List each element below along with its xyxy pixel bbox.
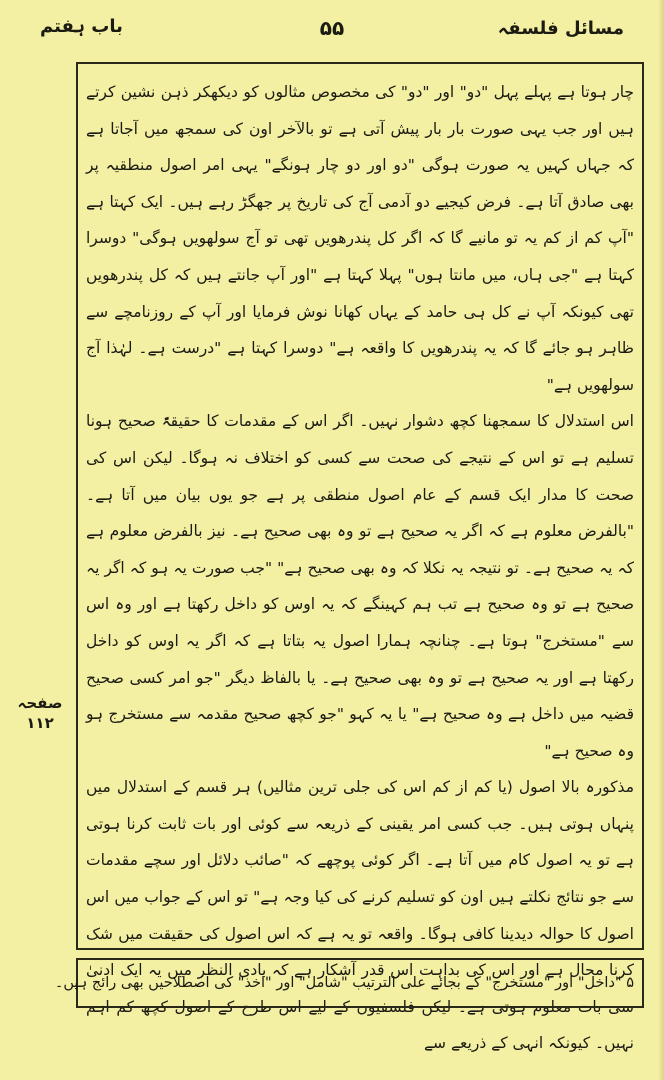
page-number: ۵۵ — [319, 16, 345, 40]
book-title: مسائل فلسفہ — [497, 18, 624, 39]
page-edge-shadow — [658, 0, 664, 1080]
paragraph-3: مذکورہ بالا اصول (یا کم از کم اس کی جلی ترین مثالیں) ہر قسم کے استدلال میں پنہاں ہوتی ہیں۔ جب کسی امر یقینی کے ذریعہ سے کوئی اور بات ثابت کرنا ہوتی ہے تو یہ اصول کام میں آتا ہے۔ اگر کوئی پوچھے کہ "صائب دلائل اور سچے مقدمات سے جو نتائج نکلتے ہیں اون کو تسلیم کرنے کی کیا وجہ ہے" تو اس کے جواب میں اس اصول کا حوالہ دیدینا کافی ہوگا۔ واقعہ تو یہ ہے کہ اس اصول کی حقیقت میں شک کرنا محال ہے اور اس کی بداہت اس قدر آشکار ہے کہ بادی النظر میں یہ ایک ادنیٰ سی بات معلوم ہوتی ہے۔ لیکن فلسفیوں کے لیے اس طرح کے اصول کچھ کم اہم نہیں۔ کیونکہ انہی کے ذریعے سے — [86, 778, 634, 1053]
paragraph-1: چار ہوتا ہے پہلے پہل "دو" اور "دو" کی مخصوص مثالوں کو دیکھکر ذہن نشین کرتے ہیں اور جب یہی صورت بار بار پیش آتی ہے تو بالآخر اون کی سمجھ میں آجاتا ہے کہ جہاں کہیں یہ صورت ہوگی "دو اور دو چار ہونگے" یہی امر اصول منطقیہ پر بھی صادق آتا ہے۔ فرض کیجیے دو آدمی آج کی تاریخ پر جھگڑ رہے ہیں۔ ایک کہتا ہے "آپ کم از کم یہ تو مانیے گا کہ اگر کل پندرھویں تھی تو آج سولھویں ہوگی" دوسرا کہتا ہے "جی ہاں، میں مانتا ہوں" پہلا کہتا ہے "اور آپ جانتے ہیں کہ کل پندرھویں تھی کیونکہ آپ نے کل ہی حامد کے یہاں کھانا نوش فرمایا اور آپ کے روزنامچے سے ظاہر ہو جائے گا کہ یہ پندرھویں کا واقعہ ہے" دوسرا کہتا ہے "درست ہے۔ لہٰذا آج سولھویں ہے" — [86, 83, 634, 394]
footnote-frame — [54, 958, 644, 1008]
margin-page-reference: صفحہ ۱۱۲ — [17, 694, 63, 732]
paragraph-2: اس استدلال کا سمجھنا کچھ دشوار نہیں۔ اگر اس کے مقدمات کا حقیقۃً صحیح ہونا تسلیم ہے تو اس کے نتیجے کی صحت سے کسی کو اختلاف نہ ہوگا۔ لیکن اس کی صحت کا مدار ایک قسم کے عام اصول منطقی پر ہے جو یوں بیان میں آتا ہے۔ "بالفرض معلوم ہے کہ اگر یہ صحیح ہے تو وہ بھی صحیح ہے۔ نیز بالفرض معلوم ہے کہ یہ صحیح ہے۔ تو نتیجہ یہ نکلا کہ وہ بھی صحیح ہے" "جب صورت یہ ہو کہ اگر یہ صحیح ہے تو وہ صحیح ہے تب ہم کہینگے کہ یہ اوس کو داخل رکھتا ہے اور وہ اس سے "مستخرج" ہوتا ہے۔ چنانچہ ہمارا اصول یہ بتاتا ہے کہ اگر یہ اوس کو داخل رکھتا ہے اور یہ صحیح ہے تو وہ بھی صحیح ہے۔ یا بالفاظ دیگر "جو امر کسی صحیح قضیہ میں داخل ہے وہ صحیح ہے" یا یہ کہو "جو کچھ صحیح مقدمہ سے مستخرج ہو وہ صحیح ہے" — [86, 412, 634, 760]
footnote-text: ۵ "داخل" اور "مستخرج" کے بجائے علی الترتیب "شامل" اور "اخذ" کی اصطلاحیں بھی رائج ہیں۔ — [54, 975, 634, 991]
chapter-title: باب ہفتم — [40, 16, 123, 37]
page-header — [0, 6, 664, 50]
